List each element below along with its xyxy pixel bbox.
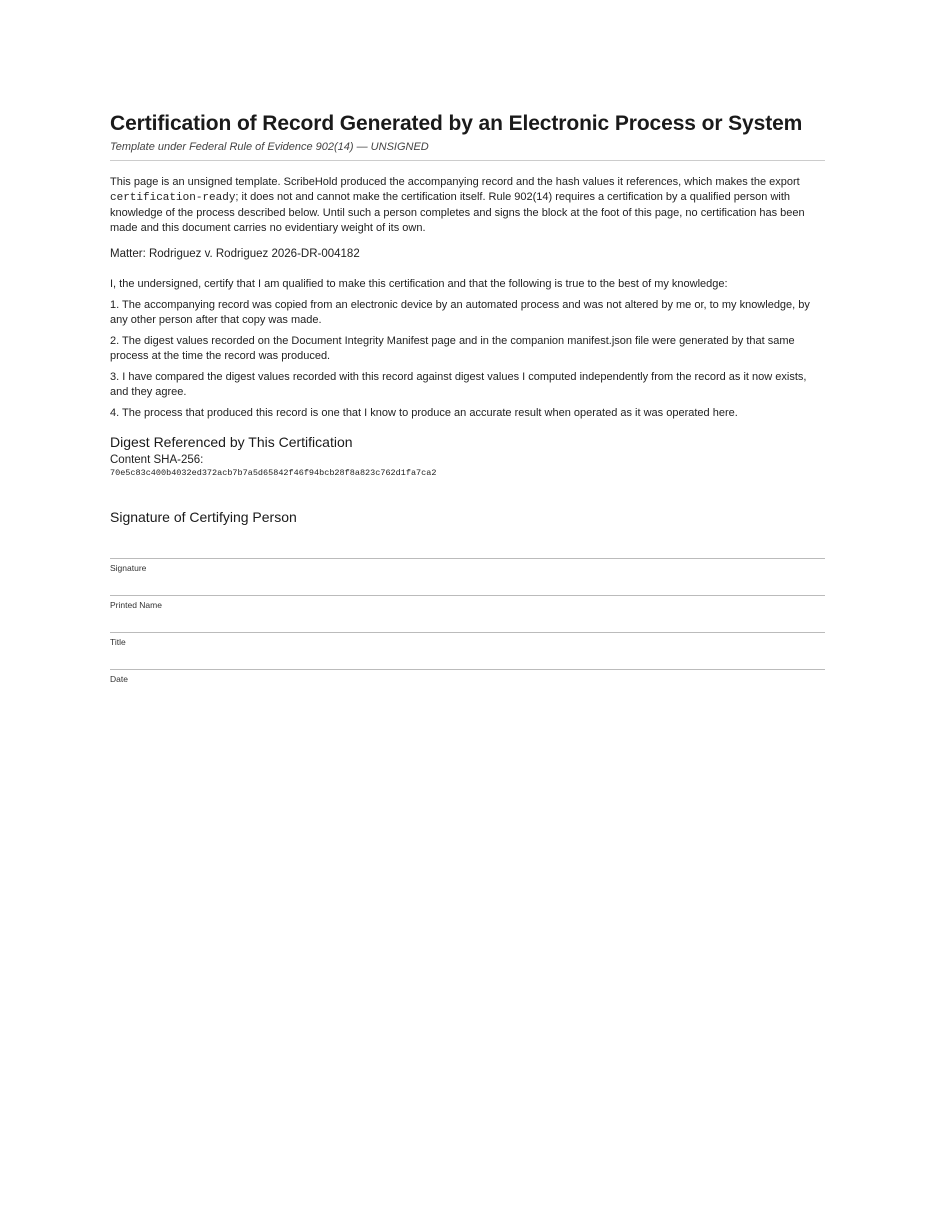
title-label: Title bbox=[110, 637, 126, 647]
printed-name-label: Printed Name bbox=[110, 600, 162, 610]
certification-item-2: 2. The digest values recorded on the Document Integrity Manifest page and in the companion manifest.json file were generated by that same process at the time the record was produced. bbox=[110, 335, 795, 362]
signature-heading: Signature of Certifying Person bbox=[110, 509, 297, 525]
signature-input-area[interactable] bbox=[110, 537, 825, 558]
intro-paragraph bbox=[110, 175, 825, 236]
certification-item-3: 3. I have compared the digest values recorded with this record against digest values I computed independently from the record as it now exists, and they agree. bbox=[110, 371, 807, 398]
title-input-area[interactable] bbox=[110, 611, 825, 632]
signature-label: Signature bbox=[110, 563, 147, 573]
intro-text-part2: ; it does not and cannot make the certification itself. Rule 902(14) requires a certification by a qualified person with knowledge of the process described below. Until such a person completes and signs the block at the foot of this page, no certification has been made and this document carries no evidentiary weight of its own. bbox=[110, 191, 805, 234]
certification-item-1: 1. The accompanying record was copied from an electronic device by an automated process and was not altered by me or, to my knowledge, by any other person after that copy was made. bbox=[110, 299, 810, 326]
certification-item-4: 4. The process that produced this record is one that I know to produce an accurate result when operated as it was operated here. bbox=[110, 407, 738, 419]
matter-line: Matter: Rodriguez v. Rodriguez 2026-DR-004182 bbox=[110, 248, 360, 260]
intro-code: certification-ready bbox=[110, 192, 236, 204]
page-title: Certification of Record Generated by an Electronic Process or System bbox=[110, 112, 803, 135]
declaration-text: I, the undersigned, certify that I am qualified to make this certification and that the following is true to the best of my knowledge: bbox=[110, 278, 728, 290]
date-label: Date bbox=[110, 674, 128, 684]
date-input-area[interactable] bbox=[110, 648, 825, 669]
digest-value: 70e5c83c400b4032ed372acb7b7a5d65842f46f94bcb28f8a823c762d1fa7ca2 bbox=[110, 468, 437, 478]
printed-name-input-area[interactable] bbox=[110, 574, 825, 595]
digest-label: Content SHA-256: bbox=[110, 454, 204, 466]
page-subtitle: Template under Federal Rule of Evidence 902(14) — UNSIGNED bbox=[110, 140, 825, 161]
signature-block bbox=[110, 537, 825, 685]
intro-text-part1: This page is an unsigned template. ScribeHold produced the accompanying record and the hash values it references, which makes the export bbox=[110, 176, 800, 188]
digest-heading: Digest Referenced by This Certification bbox=[110, 434, 353, 450]
certification-page bbox=[110, 110, 825, 685]
